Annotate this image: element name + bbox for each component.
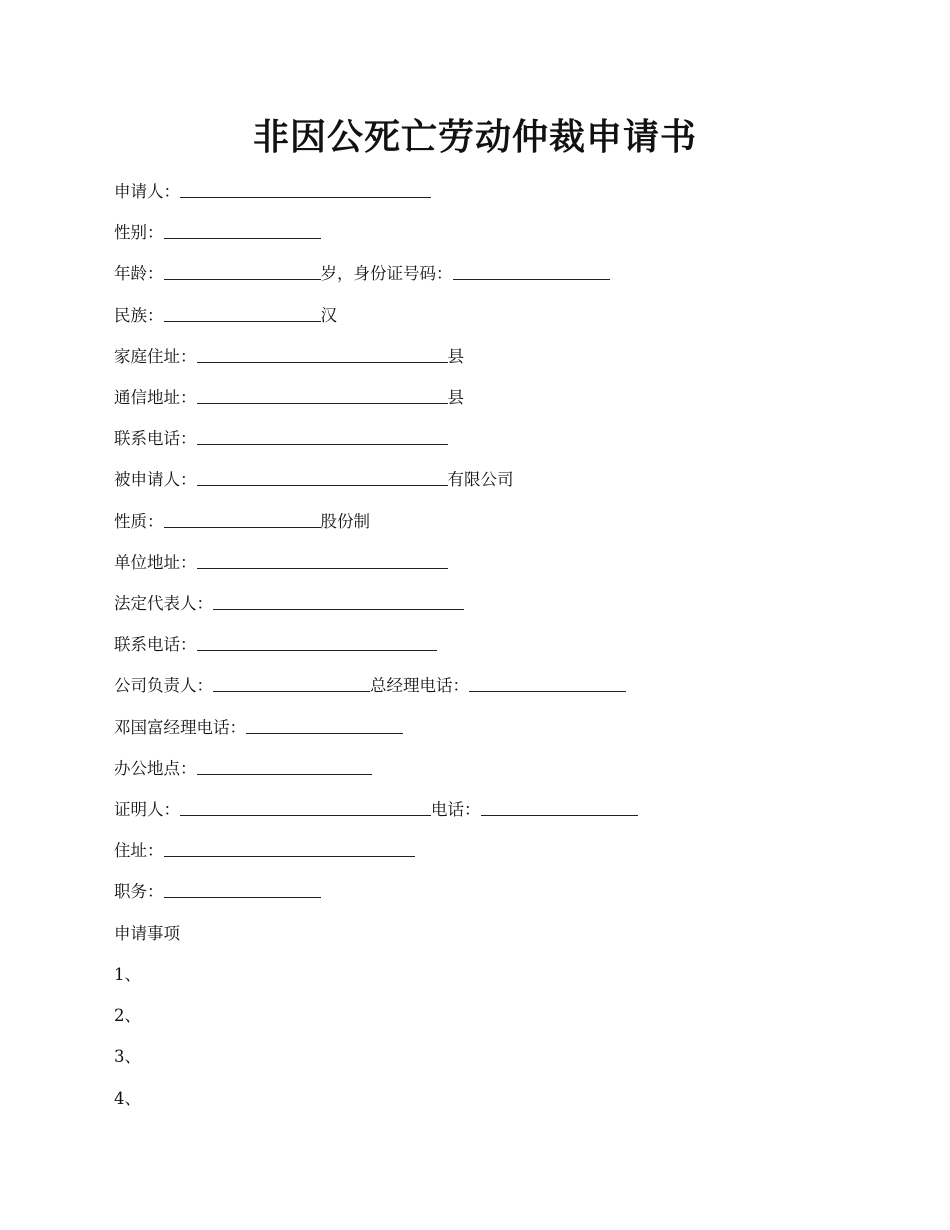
document-title: 非因公死亡劳动仲裁申请书 [252, 116, 697, 158]
phone-blank-2[interactable] [197, 634, 437, 651]
age-blank[interactable] [164, 263, 321, 280]
nature-suffix: 股份制 [320, 512, 370, 531]
gm-phone-blank[interactable] [469, 675, 626, 692]
unit-address-blank[interactable] [197, 552, 448, 569]
witness-phone-blank[interactable] [481, 799, 638, 816]
legal-rep-line [114, 593, 464, 615]
legal-rep-blank[interactable] [213, 593, 464, 610]
witness-phone-label: 电话： [431, 800, 481, 819]
gender-blank[interactable] [164, 222, 321, 239]
legal-rep-label: 法定代表人： [114, 594, 213, 613]
respondent-suffix: 有限公司 [447, 470, 514, 489]
respondent-blank[interactable] [197, 469, 448, 486]
deng-phone-blank[interactable] [246, 717, 403, 734]
position-blank[interactable] [164, 881, 321, 898]
witness-line [114, 799, 638, 821]
nature-label: 性质： [114, 512, 164, 531]
home-address-line [114, 346, 464, 368]
position-line [114, 881, 321, 903]
requests-heading: 申请事项 [114, 924, 180, 943]
respondent-label: 被申请人： [114, 470, 197, 489]
mail-address-line [114, 387, 464, 409]
nature-blank[interactable] [164, 511, 321, 528]
company-head-line [114, 675, 626, 697]
witness-blank[interactable] [180, 799, 431, 816]
request-item-2: 2、 [114, 1006, 141, 1025]
office-label: 办公地点： [114, 759, 197, 778]
age-line [114, 263, 610, 285]
deng-phone-line [114, 717, 403, 739]
mail-address-suffix: 县 [447, 388, 464, 407]
request-item-1: 1、 [114, 965, 141, 984]
deng-phone-label: 邓国富经理电话： [114, 718, 246, 737]
gm-phone-label: 总经理电话： [370, 676, 469, 695]
unit-address-label: 单位地址： [114, 553, 197, 572]
office-blank[interactable] [197, 758, 372, 775]
ethnicity-line [114, 305, 337, 327]
phone-label-2: 联系电话： [114, 635, 197, 654]
applicant-line [114, 181, 431, 203]
home-address-blank[interactable] [197, 346, 448, 363]
applicant-label: 申请人： [114, 182, 180, 201]
witness-label: 证明人： [114, 800, 180, 819]
phone-line-1 [114, 428, 448, 450]
position-label: 职务： [114, 882, 164, 901]
office-line [114, 758, 372, 780]
ethnicity-label: 民族： [114, 306, 164, 325]
nature-line [114, 511, 370, 533]
gender-label: 性别： [114, 223, 164, 242]
unit-address-line [114, 552, 448, 574]
residence-label: 住址： [114, 841, 164, 860]
mail-address-label: 通信地址： [114, 388, 197, 407]
request-item-4: 4、 [114, 1089, 141, 1108]
home-address-suffix: 县 [447, 347, 464, 366]
company-head-blank[interactable] [213, 675, 370, 692]
ethnicity-value: 汉 [320, 306, 337, 325]
ethnicity-blank[interactable] [164, 305, 321, 322]
phone-label-1: 联系电话： [114, 429, 197, 448]
age-label: 年龄： [114, 264, 164, 283]
request-item-3: 3、 [114, 1047, 141, 1066]
respondent-line [114, 469, 514, 491]
residence-blank[interactable] [164, 840, 415, 857]
gender-line [114, 222, 321, 244]
company-head-label: 公司负责人： [114, 676, 213, 695]
age-suffix-label: 岁，身份证号码： [320, 264, 453, 283]
home-address-label: 家庭住址： [114, 347, 197, 366]
mail-address-blank[interactable] [197, 387, 448, 404]
residence-line [114, 840, 415, 862]
phone-line-2 [114, 634, 437, 656]
applicant-blank[interactable] [180, 181, 431, 198]
id-number-blank[interactable] [453, 263, 610, 280]
phone-blank-1[interactable] [197, 428, 448, 445]
